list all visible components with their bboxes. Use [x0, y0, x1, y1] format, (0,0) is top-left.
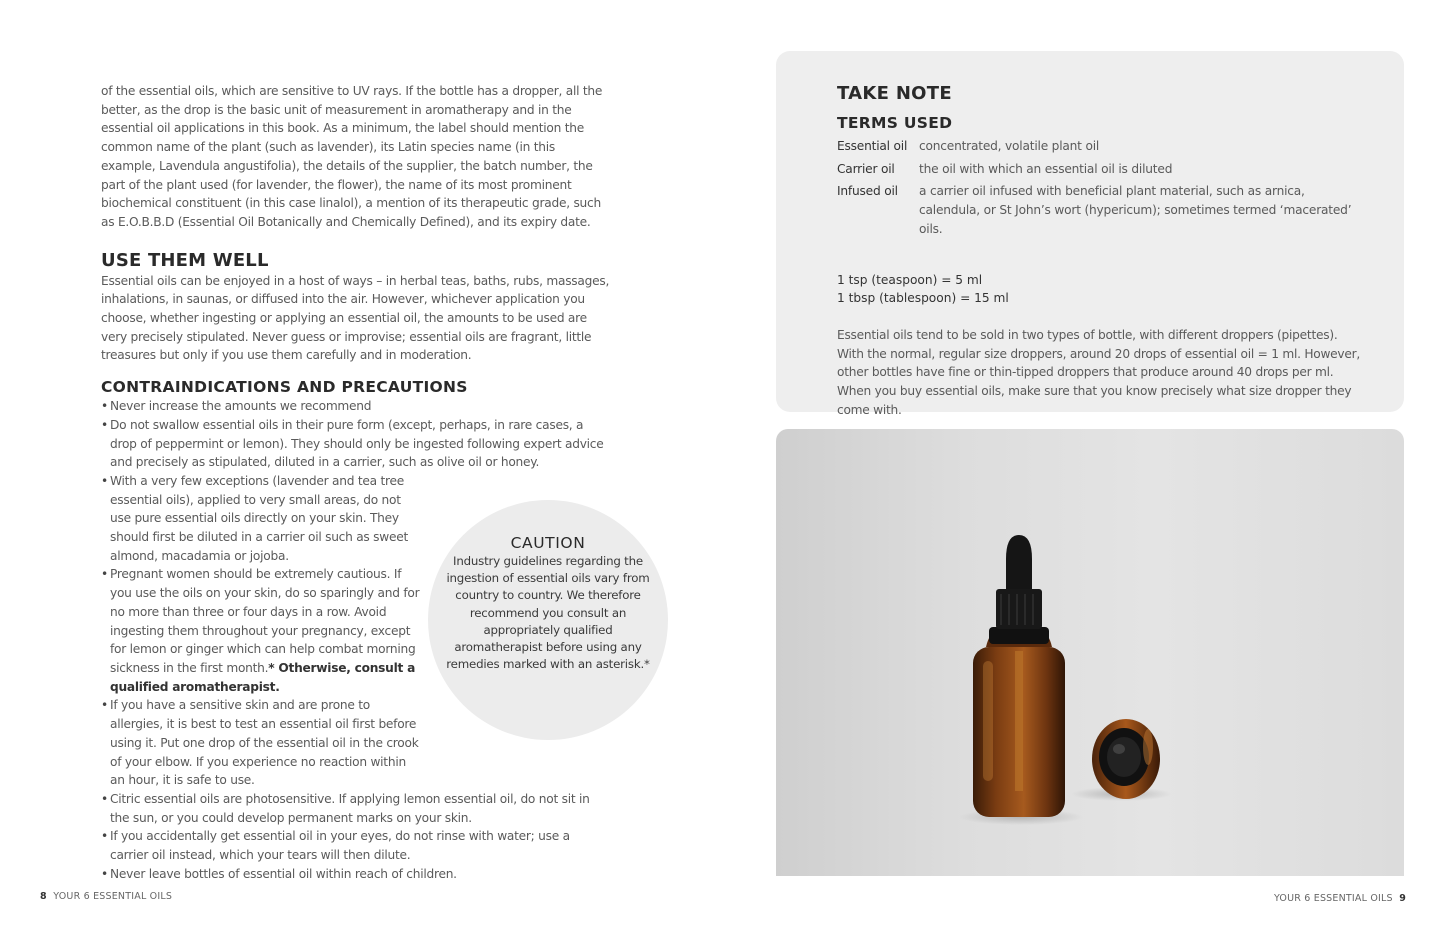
take-note-content — [837, 83, 1367, 432]
right-footer — [1274, 893, 1406, 904]
term: Carrier oil — [837, 161, 895, 176]
caution-body: Industry guidelines regarding the ingestion of essential oils vary from country to country. We therefore recommend you consult an appropriately qualified aromatherapist before using any remedies marked with an asterisk.* — [446, 554, 650, 672]
definition: a carrier oil infused with beneficial plant material, such as arnica, calendula, or St John’s wort (hypericum); sometimes termed ‘macerated’ oils. — [919, 184, 1352, 236]
standing-dropper-bottle — [973, 535, 1065, 817]
left-footer — [40, 891, 172, 902]
running-title: YOUR 6 ESSENTIAL OILS — [53, 891, 173, 902]
definition: the oil with which an essential oil is diluted — [919, 161, 1173, 176]
terms-table — [837, 137, 1367, 243]
take-note-heading: TAKE NOTE — [837, 83, 952, 104]
table-row — [837, 160, 1367, 183]
list-item: • Do not swallow essential oils in their pure form (except, perhaps, in rare cases, a drop of peppermint or lemon). They should only be ingested following expert advice and precisely as stipulated, diluted in a carrier, such as olive oil or honey. — [101, 416, 611, 472]
contraindications-heading: CONTRAINDICATIONS AND PRECAUTIONS — [101, 378, 468, 397]
table-row — [837, 137, 1367, 160]
measure-tablespoon: 1 tbsp (tablespoon) = 15 ml — [837, 291, 1009, 306]
lying-dropper-bottle — [1092, 719, 1160, 799]
use-them-well-paragraph: Essential oils can be enjoyed in a host of ways – in herbal teas, baths, rubs, massages, inhalations, in saunas, or diffused into the air. However, whichever application you choose, whether ingesting or applying an essential oil, the amounts to be used are very precisely stipulated. Never guess or improvise; essential oils are fragrant, little treasures but only if you use them carefully and in moderation. — [101, 273, 610, 363]
measurements — [837, 271, 1367, 308]
dropper-bottles-photo — [776, 429, 1404, 876]
dropper-paragraph: Essential oils tend to be sold in two types of bottle, with different droppers (pipettes). With the normal, regular size droppers, around 20 drops of essential oil = 1 ml. However, other bottles have fine or thin-tipped droppers that produce around 40 drops per ml. When you buy essential oils, make sure that you know precisely what size dropper they come with. — [837, 327, 1361, 417]
term: Essential oil — [837, 139, 908, 153]
table-row — [837, 182, 1367, 242]
list-item: • Never increase the amounts we recommend — [101, 397, 611, 416]
intro-paragraph: of the essential oils, which are sensitive to UV rays. If the bottle has a dropper, all the better, as the drop is the basic unit of measurement in aromatherapy and in the essential oil applications in this book. As a minimum, the label should mention the common name of the plant (such as lavender), its Latin species name (in this example, Lavendula angustifolia), the details of the supplier, the batch number, the part of the plant used (for lavender, the flower), the name of its most prominent biochemical constituent (in this case linalol), a mention of its therapeutic grade, such as E.O.B.B.D (Essential Oil Botanically and Chemically Defined), and its expiry date. — [101, 84, 603, 229]
use-them-well-heading: USE THEM WELL — [101, 249, 269, 271]
caution-title: CAUTION — [510, 534, 586, 552]
list-item: • If you accidentally get essential oil in your eyes, do not rinse with water; use a carrier oil instead, which your tears will then dilute. — [101, 827, 611, 864]
list-item: • Citric essential oils are photosensitive. If applying lemon essential oil, do not sit in the sun, or you could develop permanent marks on your skin. — [101, 790, 611, 827]
list-item: • With a very few exceptions (lavender and tea tree essential oils), applied to very small areas, do not use pure essential oils directly on your skin. They should first be diluted in a carrier oil such as sweet almond, macadamia or jojoba. — [101, 472, 611, 566]
take-note-box — [776, 51, 1404, 417]
caution-circle — [428, 500, 668, 740]
left-page — [101, 80, 611, 883]
list-item-text: Pregnant women should be extremely cautious. If you use the oils on your skin, do so sparingly and for no more than three or four days in a row. Avoid ingesting them throughout your pregnancy, except for lemon or ginger which can help combat morning sickness in the first month. — [110, 567, 420, 675]
definition: concentrated, volatile plant oil — [919, 139, 1100, 153]
term: Infused oil — [837, 184, 898, 199]
page-number: 8 — [40, 891, 47, 902]
list-item: • Never leave bottles of essential oil within reach of children. — [101, 865, 611, 884]
list-item-bold-text: * Otherwise, consult a qualified aromatherapist. — [110, 660, 416, 694]
bottles-illustration — [776, 429, 1404, 876]
measure-teaspoon: 1 tsp (teaspoon) = 5 ml — [837, 272, 983, 287]
running-title: YOUR 6 ESSENTIAL OILS — [1273, 893, 1393, 904]
list-item: • If you have a sensitive skin and are prone to allergies, it is best to test an essential oil first before using it. Put one drop of the essential oil in the crook of your elbow. If you experience no reaction within an hour, it is safe to use. — [101, 696, 611, 790]
terms-used-heading: TERMS USED — [837, 114, 953, 132]
page-number: 9 — [1399, 893, 1406, 904]
